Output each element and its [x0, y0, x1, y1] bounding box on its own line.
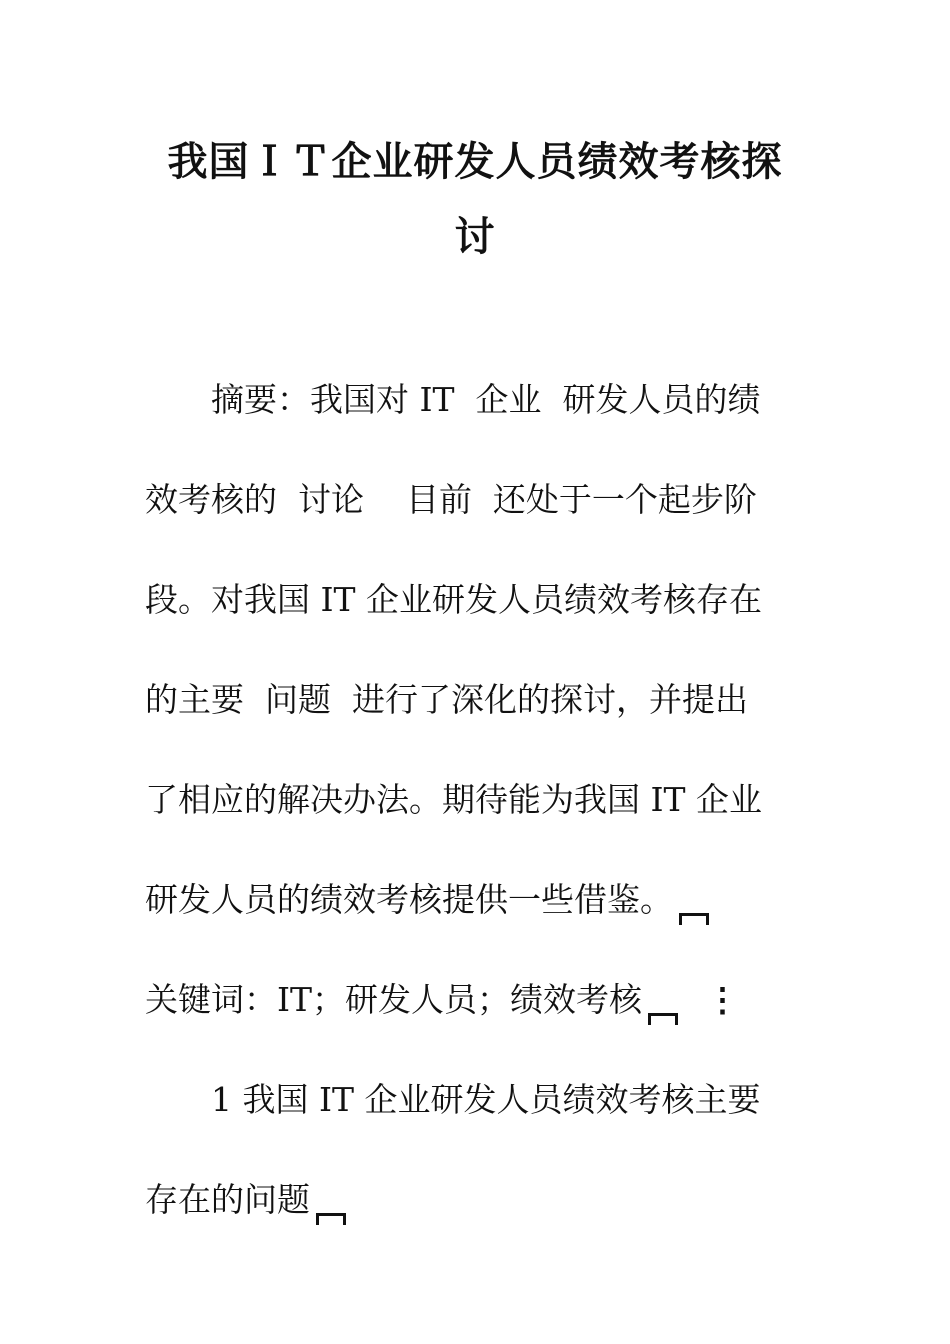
keywords-text: 关键词：IT；研发人员；绩效考核 — [145, 980, 643, 1019]
section-heading-text-1: 1 我国 IT 企业研发人员绩效考核主要 — [145, 1080, 761, 1119]
abstract-line-2 — [145, 480, 757, 520]
paragraph-mark-icon — [648, 1013, 678, 1025]
abstract-text-2: 效考核的 讨论 目前 还处于一个起步阶 — [145, 480, 757, 519]
title-line-2: 讨 — [454, 214, 496, 260]
section-heading-line-2 — [145, 1180, 346, 1225]
vertical-dots-icon: ⋮ — [706, 980, 740, 1019]
title-line-1: 我国ＩＴ企业研发人员绩效考核探 — [167, 139, 783, 185]
abstract-text-4: 的主要 问题 进行了深化的探讨，并提出 — [145, 680, 748, 719]
abstract-line-3 — [145, 580, 762, 620]
abstract-line-6 — [145, 880, 709, 925]
abstract-line-5 — [145, 780, 762, 820]
abstract-line-1 — [145, 380, 761, 420]
paragraph-mark-icon — [679, 913, 709, 925]
section-heading-text-2: 存在的问题 — [145, 1180, 310, 1219]
section-heading-line-1 — [145, 1080, 761, 1120]
abstract-text-3: 段。对我国 IT 企业研发人员绩效考核存在 — [145, 580, 763, 619]
abstract-text-6: 研发人员的绩效考核提供一些借鉴。 — [145, 880, 673, 919]
abstract-line-4 — [145, 680, 748, 720]
keywords-line — [145, 980, 739, 1025]
paragraph-mark-icon — [316, 1213, 346, 1225]
abstract-text-1: 摘要：我国对 IT 企业 研发人员的绩 — [145, 380, 761, 419]
abstract-text-5: 了相应的解决办法。期待能为我国 IT 企业 — [145, 780, 763, 819]
